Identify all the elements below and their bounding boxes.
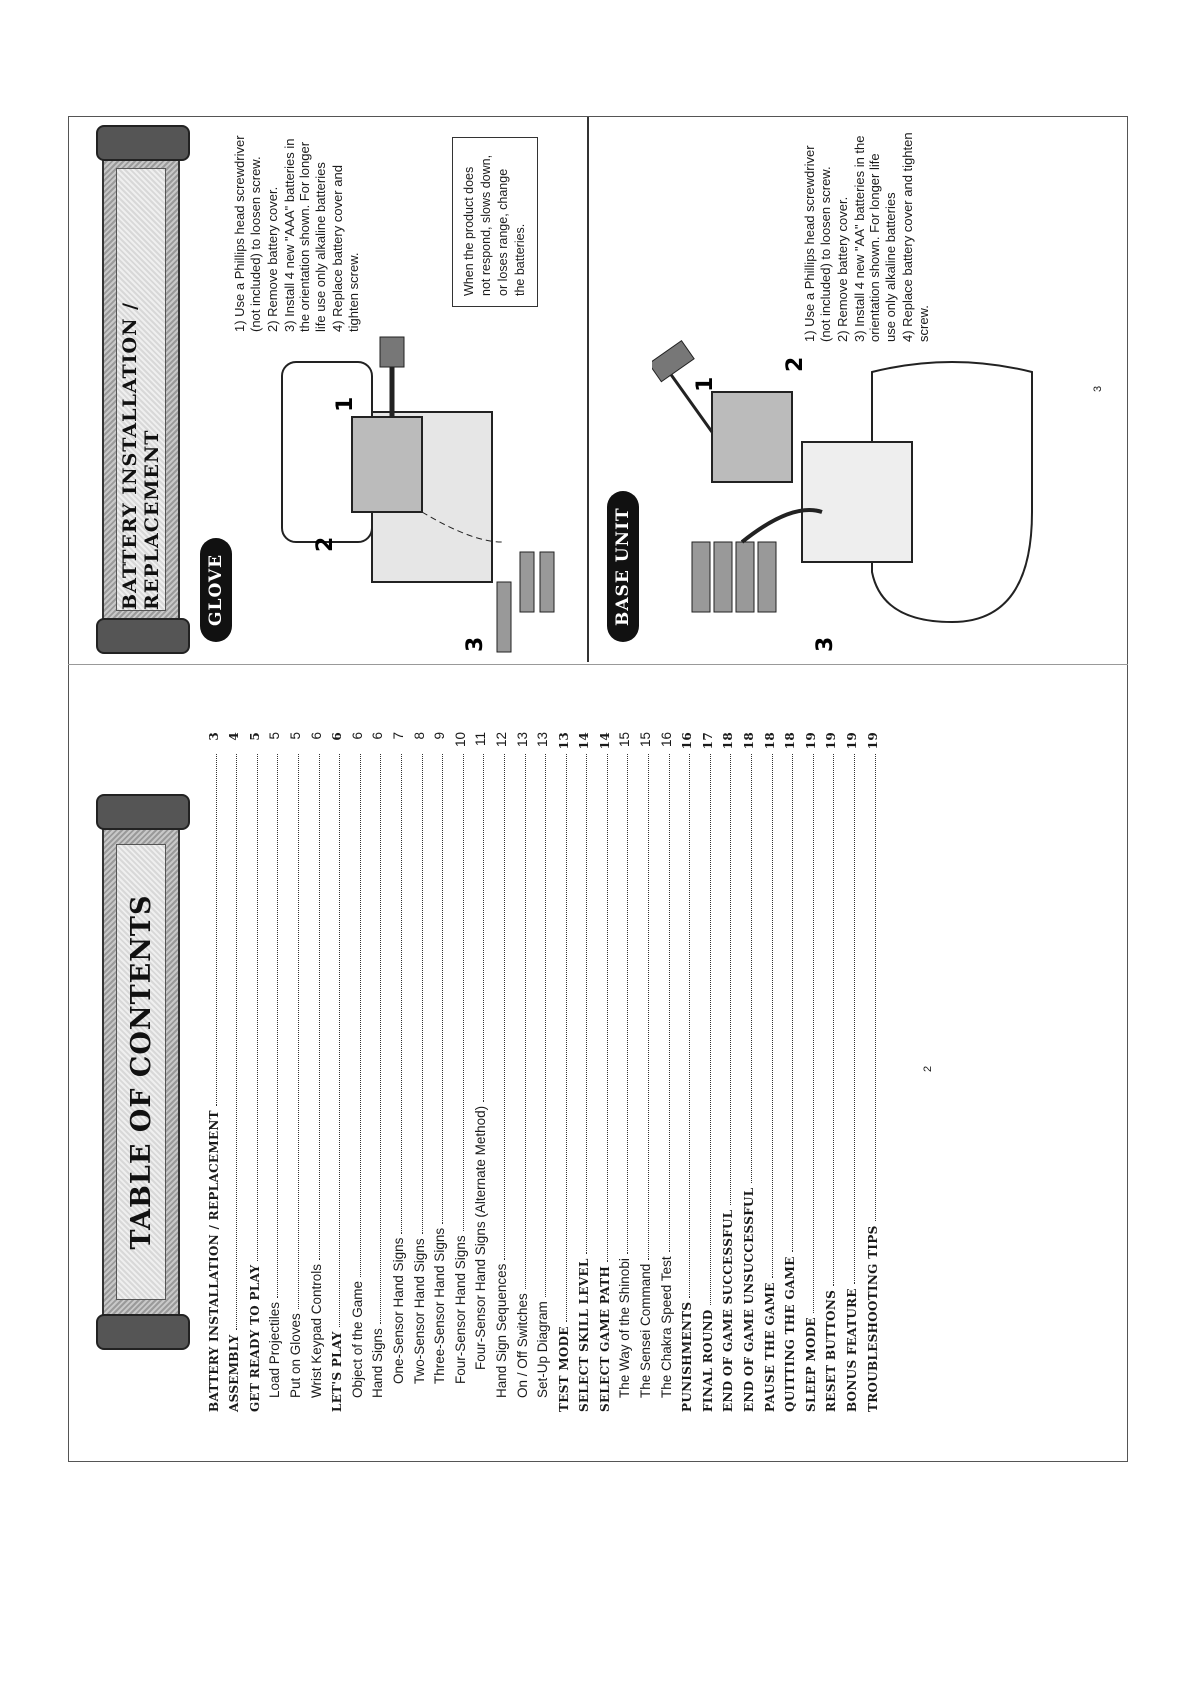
toc-entry-page: 18 xyxy=(742,732,757,750)
toc-entry-title: PUNISHMENTS xyxy=(680,1301,695,1412)
glove-diagram xyxy=(242,332,572,662)
toc-leader-dots xyxy=(504,754,505,1260)
battery-page xyxy=(82,117,1122,662)
toc-entry xyxy=(324,732,345,1412)
toc-entry xyxy=(530,732,551,1412)
toc-entry-page: 11 xyxy=(473,732,489,747)
toc-entry-title: QUITTING THE GAME xyxy=(783,1256,798,1412)
toc-leader-dots xyxy=(689,754,690,1298)
toc-entry-page: 9 xyxy=(432,732,448,740)
toc-entry-title: GET READY TO PLAY xyxy=(247,1264,262,1412)
toc-entry xyxy=(632,732,653,1412)
base-battery-compartment xyxy=(802,442,912,562)
glove-callout-2: 2 xyxy=(313,536,338,552)
toc-entry-page: 16 xyxy=(658,732,674,748)
toc-entry-page: 5 xyxy=(287,732,303,740)
toc-leader-dots xyxy=(545,754,546,1297)
toc-leader-dots xyxy=(566,754,567,1322)
toc-entry xyxy=(488,732,509,1412)
toc-entry xyxy=(612,732,633,1412)
toc-leader-dots xyxy=(730,754,731,1206)
toc-entry xyxy=(715,732,736,1412)
battery-page-number: 3 xyxy=(1092,385,1104,392)
toc-entry-title: Four-Sensor Hand Signs xyxy=(452,1235,468,1384)
toc-entry-page: 18 xyxy=(721,732,736,750)
toc-entry xyxy=(303,732,324,1412)
toc-entry-title: Load Projectiles xyxy=(267,1301,283,1398)
toc-entry xyxy=(797,732,818,1412)
glove-callout-3: 3 xyxy=(463,636,488,652)
toc-entry-page: 14 xyxy=(577,732,592,750)
toc-entry-page: 5 xyxy=(267,732,283,740)
toc-banner xyxy=(102,812,180,1332)
toc-entry xyxy=(468,732,489,1412)
glove-battery-cover xyxy=(352,417,422,512)
toc-entry xyxy=(509,732,530,1412)
toc-entry-page: 13 xyxy=(556,732,571,750)
toc-entry-title: SELECT SKILL LEVEL xyxy=(577,1258,592,1412)
toc-entry-page: 6 xyxy=(349,732,365,740)
toc-leader-dots xyxy=(277,754,278,1298)
toc-entry-title: One-Sensor Hand Signs xyxy=(390,1237,406,1384)
toc-entry xyxy=(674,732,695,1412)
toc-entry-title: On / Off Switches xyxy=(514,1293,530,1398)
battery-banner xyxy=(102,137,180,642)
toc-entry xyxy=(447,732,468,1412)
base-callout-1: 1 xyxy=(693,376,718,392)
toc-entry-title: Set-Up Diagram xyxy=(535,1301,551,1398)
toc-entry-page: 6 xyxy=(370,732,386,740)
toc-entry-page: 19 xyxy=(865,732,880,750)
toc-leader-dots xyxy=(792,754,793,1252)
toc-leader-dots xyxy=(360,754,361,1277)
toc-leader-dots xyxy=(422,754,423,1234)
toc-leader-dots xyxy=(319,754,320,1260)
toc-entry-page: 10 xyxy=(452,732,468,748)
toc-entry-title: LET'S PLAY xyxy=(330,1331,345,1412)
base-step-3: 3) Install 4 new "AA" batteries in the orientation shown. For longer life use only alkaline batteries xyxy=(851,135,899,342)
toc-entry-page: 15 xyxy=(638,732,654,748)
toc-leader-dots xyxy=(380,754,381,1324)
toc-leader-dots xyxy=(298,754,299,1309)
base-callout-3: 3 xyxy=(813,636,838,652)
toc-entry-page: 8 xyxy=(411,732,427,740)
toc-leader-dots xyxy=(216,754,217,1106)
toc-entry-title: SLEEP MODE xyxy=(803,1317,818,1412)
toc-entry xyxy=(756,732,777,1412)
toc-entry-page: 12 xyxy=(493,732,509,748)
toc-leader-dots xyxy=(854,754,855,1284)
toc-entry xyxy=(365,732,386,1412)
spread-divider xyxy=(68,664,1128,665)
toc-leader-dots xyxy=(833,754,834,1286)
toc-entry xyxy=(571,732,592,1412)
toc-leader-dots xyxy=(607,754,608,1262)
toc-entry-page: 19 xyxy=(845,732,859,750)
toc-entry-title: The Chakra Speed Test xyxy=(658,1256,674,1398)
toc-entry xyxy=(777,732,798,1412)
toc-leader-dots xyxy=(463,754,464,1231)
toc-entry-title: Hand Signs xyxy=(370,1328,386,1398)
toc-leader-dots xyxy=(586,754,587,1254)
toc-entry-title: SELECT GAME PATH xyxy=(597,1265,612,1412)
toc-leader-dots xyxy=(875,754,876,1221)
glove-callout-1: 1 xyxy=(333,396,358,412)
base-step-4: 4) Replace battery cover and tighten screw. xyxy=(900,132,932,342)
toc-entry xyxy=(550,732,571,1412)
toc-leader-dots xyxy=(483,754,484,1102)
toc-entry-page: 7 xyxy=(390,732,406,740)
base-callout-2: 2 xyxy=(783,356,808,372)
toc-entry-page: 18 xyxy=(783,732,798,750)
glove-step-4: 4) Replace battery cover and tighten screw. xyxy=(330,165,362,332)
toc-entry xyxy=(221,732,242,1412)
toc-leader-dots xyxy=(401,754,402,1234)
toc-entry xyxy=(653,732,674,1412)
toc-entry xyxy=(385,732,406,1412)
toc-entry-title: BONUS FEATURE xyxy=(845,1288,859,1412)
toc-entry-title: ASSEMBLY xyxy=(227,1334,242,1412)
toc-entry xyxy=(838,732,859,1412)
toc-entry-page: 16 xyxy=(680,732,695,750)
toc-entry-page: 5 xyxy=(247,732,262,741)
toc-leader-dots xyxy=(669,754,670,1252)
toc-entry-title: Hand Sign Sequences xyxy=(493,1263,509,1398)
toc-entry xyxy=(427,732,448,1412)
toc-entry-title: The Way of the Shinobi xyxy=(617,1258,633,1398)
toc-title: TABLE OF CONTENTS xyxy=(125,894,157,1250)
toc-entry-title: Four-Sensor Hand Signs (Alternate Method) xyxy=(473,1105,489,1370)
toc-entry-page: 17 xyxy=(700,732,715,750)
toc-entry-page: 15 xyxy=(617,732,633,748)
toc-leader-dots xyxy=(648,754,649,1260)
toc-page-number: 2 xyxy=(922,1065,934,1072)
aaa-batteries xyxy=(497,552,554,652)
toc-entry xyxy=(282,732,303,1412)
toc-entry-title: FINAL ROUND xyxy=(700,1309,715,1412)
aa-batteries xyxy=(692,542,776,612)
toc-entry-title: END OF GAME UNSUCCESSFUL xyxy=(742,1187,757,1412)
toc-leader-dots xyxy=(236,754,237,1330)
toc-entry-page: 4 xyxy=(227,732,242,741)
base-step-1: 1) Use a Phillips head screwdriver (not included) to loosen screw. xyxy=(802,145,833,342)
toc-leader-dots xyxy=(257,754,258,1261)
glove-steps xyxy=(232,132,363,332)
toc-entry-page: 6 xyxy=(308,732,324,740)
toc-entry-title: TEST MODE xyxy=(556,1326,571,1412)
toc-entry-title: END OF GAME SUCCESSFUL xyxy=(721,1209,736,1412)
toc-leader-dots xyxy=(772,754,773,1278)
toc-entry-title: Object of the Game xyxy=(349,1280,365,1398)
base-unit-diagram xyxy=(652,332,1072,662)
toc-leader-dots xyxy=(442,754,443,1224)
base-unit-badge: BASE UNIT xyxy=(607,491,639,642)
toc-entry-title: Put on Gloves xyxy=(287,1313,303,1398)
glove-badge: GLOVE xyxy=(200,538,232,642)
toc-entry-page: 14 xyxy=(597,732,612,750)
toc-entry-title: Three-Sensor Hand Signs xyxy=(432,1227,448,1384)
toc-entry xyxy=(735,732,756,1412)
toc-entry xyxy=(200,732,221,1412)
toc-entry-title: TROUBLESHOOTING TIPS xyxy=(865,1225,880,1412)
base-step-2: 2) Remove battery cover. xyxy=(834,196,850,342)
toc-leader-dots xyxy=(751,754,752,1183)
glove-step-1: 1) Use a Phillips head screwdriver (not included) to loosen screw. xyxy=(232,135,263,332)
toc-entry-page: 13 xyxy=(514,732,530,748)
toc-leader-dots xyxy=(525,754,526,1289)
toc-entry-title: RESET BUTTONS xyxy=(824,1289,839,1412)
battery-note: When the product does not respond, slows down, or loses range, change the batteries. xyxy=(452,137,538,307)
toc-page xyxy=(82,672,1122,1452)
glove-step-2: 2) Remove battery cover. xyxy=(264,186,280,332)
base-battery-cover xyxy=(712,392,792,482)
toc-entry xyxy=(591,732,612,1412)
glove-step-3: 3) Install 4 new "AAA" batteries in the orientation shown. For longer life use only alkaline batteries xyxy=(281,138,329,332)
toc-entry xyxy=(262,732,283,1412)
base-steps xyxy=(802,132,933,342)
toc-leader-dots xyxy=(627,754,628,1254)
battery-title: BATTERY INSTALLATION / REPLACEMENT xyxy=(119,301,163,610)
toc-entry-page: 18 xyxy=(762,732,777,750)
toc-entry xyxy=(406,732,427,1412)
toc-leader-dots xyxy=(813,754,814,1313)
toc-entry-title: BATTERY INSTALLATION / REPLACEMENT xyxy=(206,1110,221,1412)
toc-entry-title: Two-Sensor Hand Signs xyxy=(411,1238,427,1384)
toc-entry-title: PAUSE THE GAME xyxy=(762,1282,777,1412)
toc-entry-page: 13 xyxy=(535,732,551,748)
toc-entry-title: The Sensei Command xyxy=(638,1263,654,1398)
toc-entry xyxy=(859,732,880,1412)
toc-entry xyxy=(694,732,715,1412)
toc-entry xyxy=(241,732,262,1412)
toc-entry-page: 19 xyxy=(824,732,839,750)
toc-entry xyxy=(344,732,365,1412)
toc-entry-page: 3 xyxy=(206,732,221,741)
toc-entry-page: 6 xyxy=(330,732,345,741)
toc-entry-title: Wrist Keypad Controls xyxy=(308,1263,324,1398)
toc-leader-dots xyxy=(710,754,711,1305)
toc-entry xyxy=(818,732,839,1412)
toc-leader-dots xyxy=(339,754,340,1327)
toc-list xyxy=(200,732,880,1412)
toc-entry-page: 19 xyxy=(803,732,818,750)
